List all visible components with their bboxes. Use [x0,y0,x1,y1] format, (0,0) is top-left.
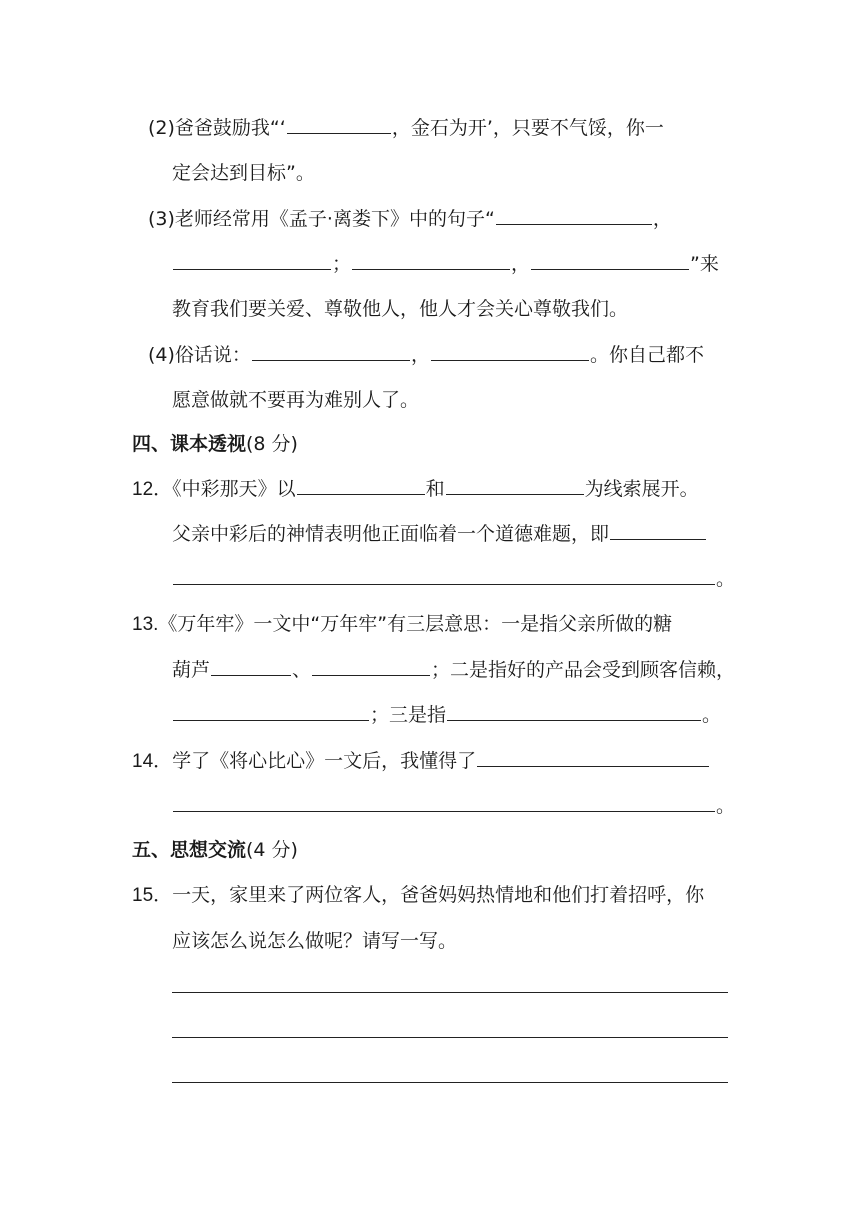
q13-text-5: ；三是指 [370,704,447,726]
q11-3-text-1: 老师经常用《孟子·离娄下》中的句子“ [174,208,495,230]
q11-2-line-1 [148,116,664,140]
q12-answer-blank-2[interactable] [446,492,584,495]
q11-4-line-2 [172,388,419,412]
q11-3-text-6: 教育我们要关爱、尊敬他人，他人才会关心尊敬我们。 [172,298,629,320]
q11-3-text-4: ， [511,253,531,275]
q11-3-text-2: ， [652,208,672,230]
q15-text-2: 应该怎么说怎么做呢？请写一写。 [172,930,458,952]
q14-text-1: 学了《将心比心》一文后，我懂得了 [172,750,477,772]
q11-3-answer-blank-4[interactable] [531,267,689,270]
q13-text-4: ；二是指好的产品会受到顾客信赖， [431,659,736,681]
q11-4-answer-blank-2[interactable] [431,358,589,361]
q11-2-line-2 [172,161,315,185]
section-4-score: (8 分) [246,433,298,455]
q12-number: 12． [132,479,173,500]
q11-3-answer-blank-2[interactable] [173,267,331,270]
section-4-title: 四、课本透视 [132,433,247,455]
q14-text-2: 。 [716,795,736,817]
q15-answer-line-3[interactable] [172,1082,728,1083]
q14-line-2 [172,794,735,818]
section-5-title: 五、思想交流 [132,839,247,861]
q11-4-text-3: 。你自己都不 [589,344,704,366]
section-5-heading [132,838,298,862]
q13-answer-blank-2[interactable] [312,673,430,676]
q12-answer-blank-3[interactable] [610,537,706,540]
q15-number: 15． [132,885,173,906]
section-4-heading [132,432,298,456]
q11-4-line-1 [148,343,704,367]
q15-answer-line-2[interactable] [172,1037,728,1038]
q11-4-answer-blank-1[interactable] [252,358,410,361]
q14-number: 14． [132,751,173,772]
q13-text-6: 。 [702,704,722,726]
q11-2-text-2: ，金石为开’，只要不气馁，你一 [391,117,664,139]
q13-line-1 [132,612,672,636]
q13-answer-blank-4[interactable] [447,718,701,721]
section-5-score: (4 分) [246,839,298,861]
q11-2-text-1: 爸爸鼓励我“‘ [174,117,286,139]
q13-answer-blank-3[interactable] [173,718,369,721]
q11-2-label: (2) [148,117,175,139]
q13-line-2 [172,658,735,682]
q15-text-1: 一天，家里来了两位客人，爸爸妈妈热情地和他们打着招呼，你 [172,884,705,906]
q13-text-2: 葫芦 [172,659,211,681]
q15-answer-line-1[interactable] [172,992,728,993]
q13-number: 13. [132,614,159,635]
q11-3-text-5: ”来 [690,253,719,275]
q13-answer-blank-1[interactable] [211,673,291,676]
q15-line-1 [132,883,704,907]
q11-4-text-2: ， [410,344,430,366]
q14-answer-blank-1[interactable] [477,764,709,767]
q11-2-text-3: 定会达到目标”。 [172,162,315,184]
q14-line-1 [132,749,710,773]
q11-3-line-3 [172,297,628,321]
q12-answer-blank-4[interactable] [173,582,715,585]
q11-3-text-3: ； [332,253,352,275]
q12-text-3: 为线索展开。 [584,478,699,500]
q12-text-1: 《中彩那天》以 [172,478,296,500]
q12-line-3 [172,567,735,591]
q11-4-label: (4) [148,344,175,366]
q12-text-4: 父亲中彩后的神情表明他正面临着一个道德难题，即 [172,523,610,545]
q12-text-5: 。 [716,568,736,590]
q11-4-text-1: 俗话说： [174,344,251,366]
q11-3-line-1 [148,207,672,231]
q13-text-3: 、 [292,659,312,681]
q11-3-answer-blank-3[interactable] [352,267,510,270]
q12-answer-blank-1[interactable] [297,492,425,495]
q12-line-1 [132,477,699,501]
q15-line-2 [172,929,457,953]
q13-line-3 [172,703,721,727]
q12-line-2 [172,522,707,546]
q11-2-answer-blank[interactable] [287,131,391,134]
q14-answer-blank-2[interactable] [173,809,715,812]
q12-text-2: 和 [425,478,445,500]
q11-3-label: (3) [148,208,175,230]
q11-3-line-2 [172,252,719,276]
q11-4-text-4: 愿意做就不要再为难别人了。 [172,389,420,411]
q13-text-1: 《万年牢》一文中“万年牢”有三层意思：一是指父亲所做的糖 [158,613,673,635]
q11-3-answer-blank-1[interactable] [496,222,652,225]
